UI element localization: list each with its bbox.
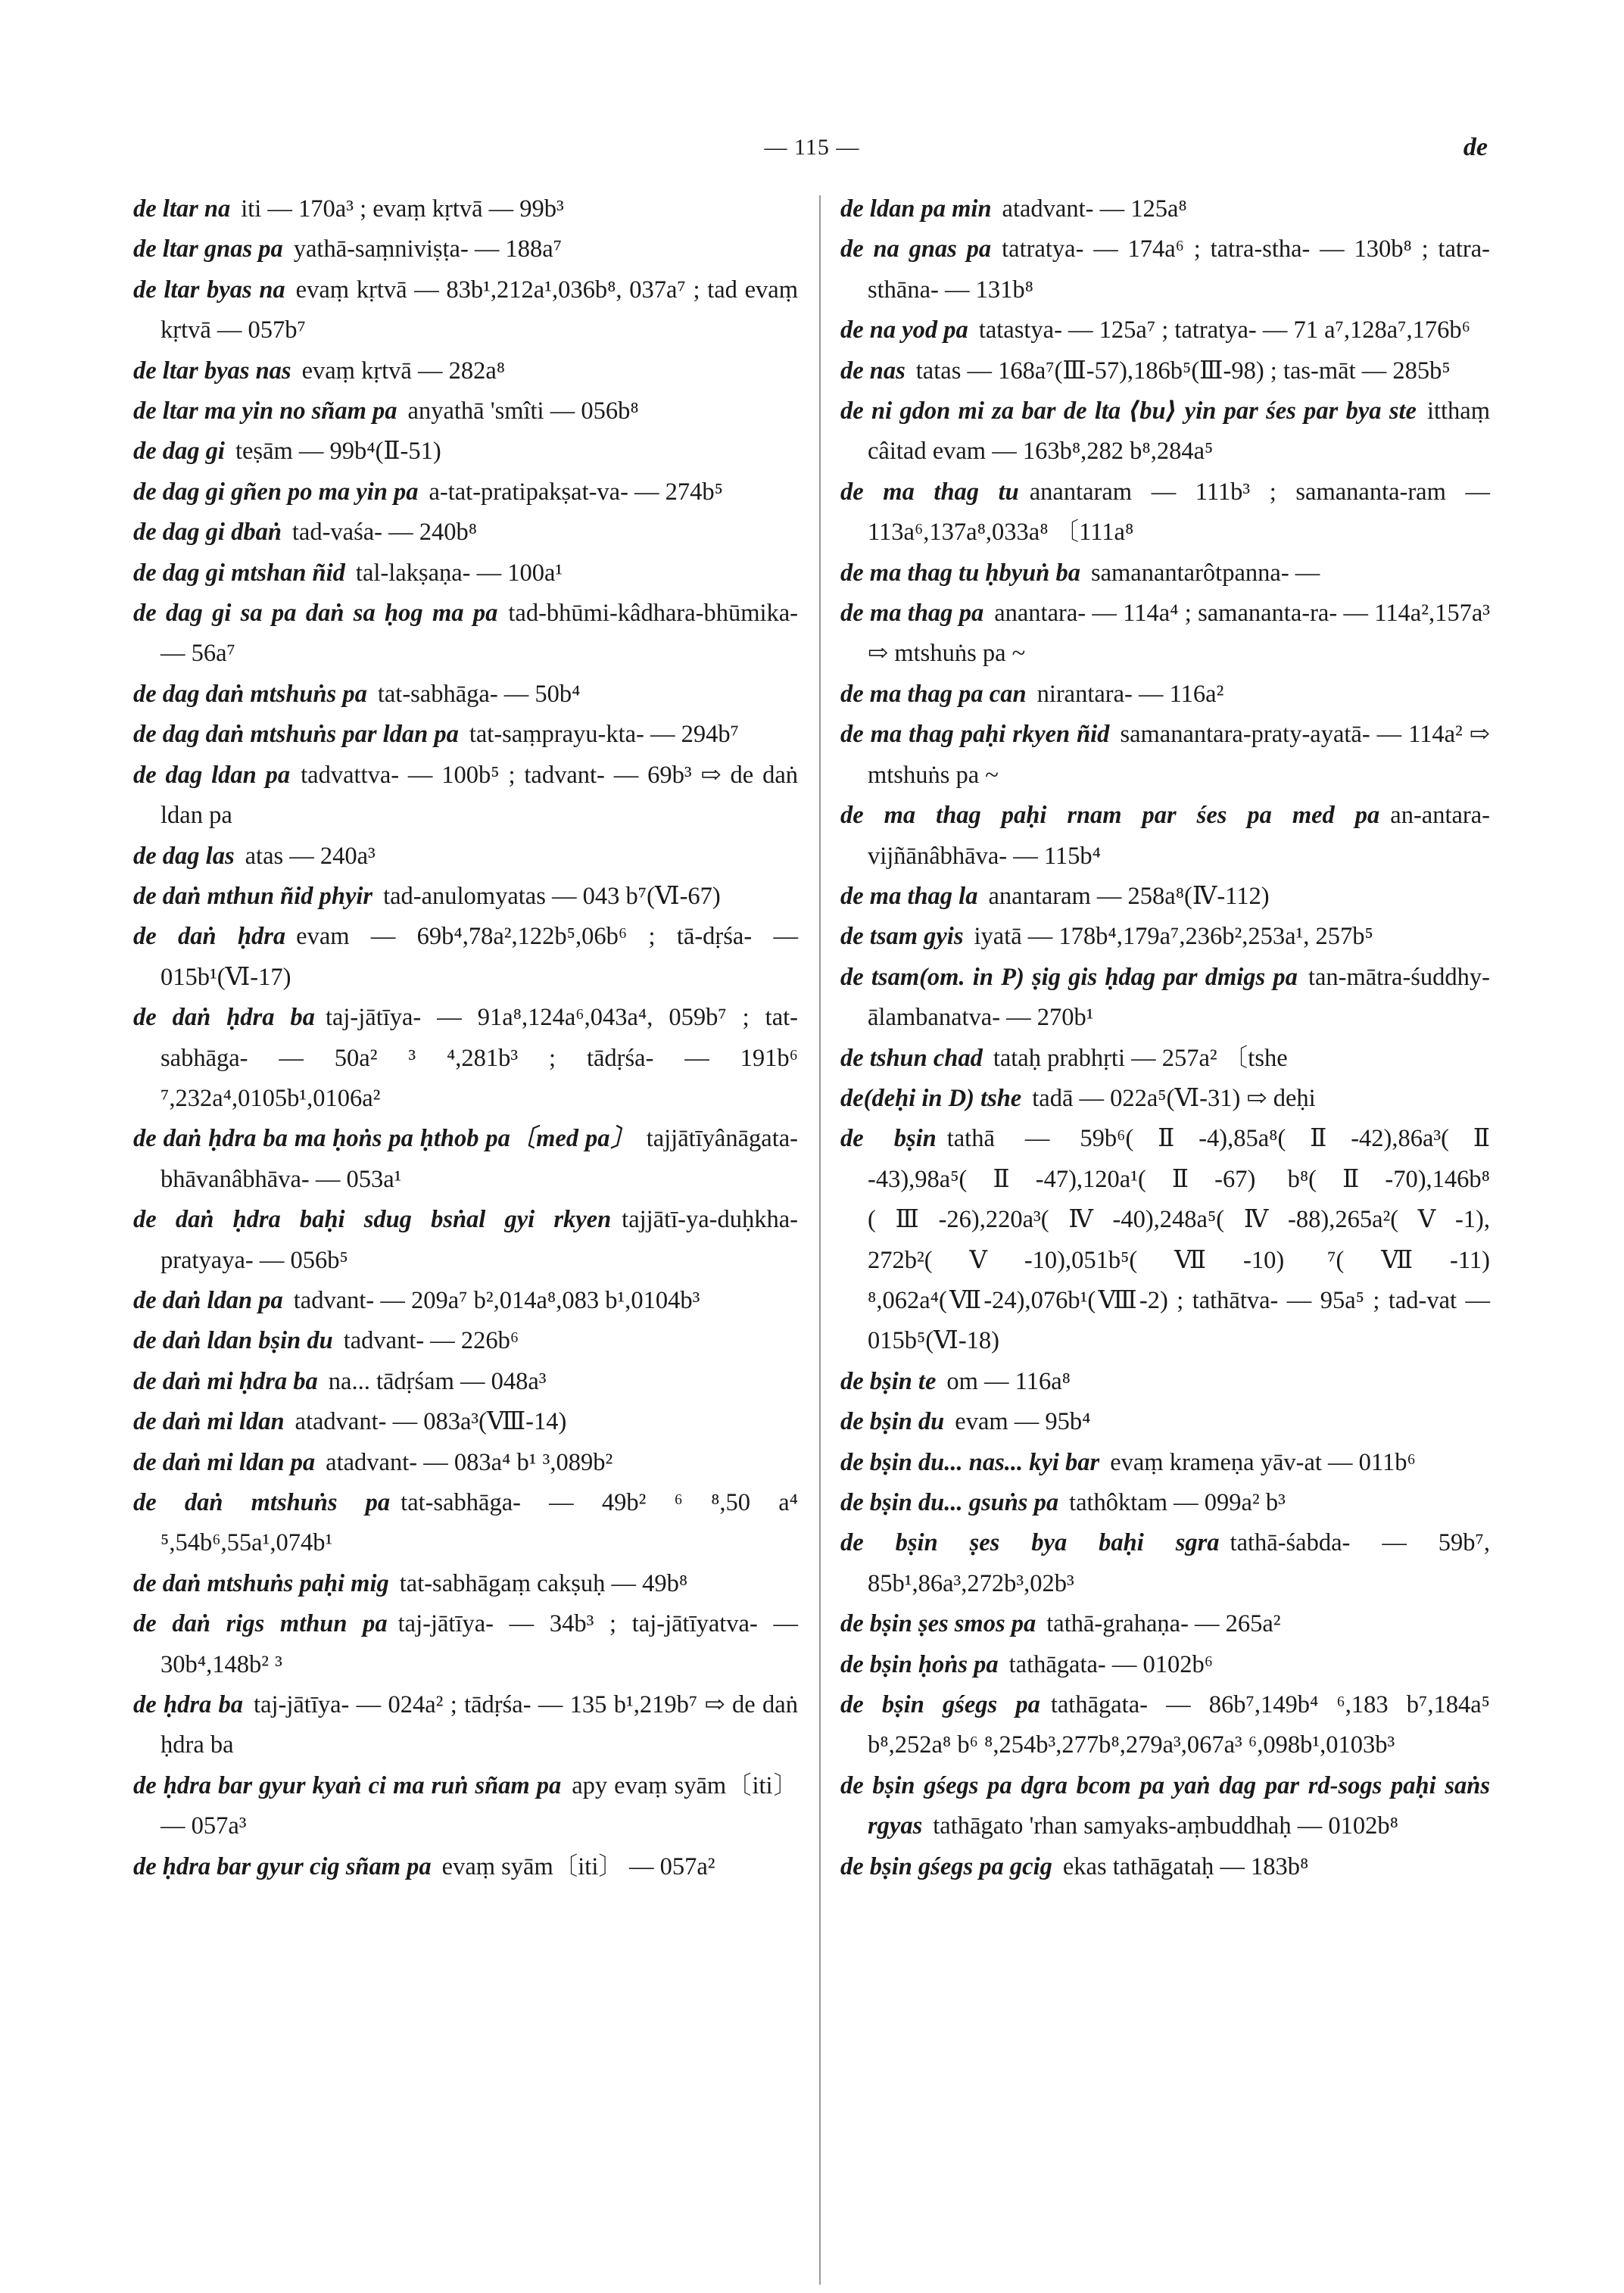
entry-equivalents: evaṃ kṛtvā — 282a⁸ bbox=[301, 357, 506, 385]
dictionary-entry bbox=[840, 189, 1490, 229]
entry-equivalents: taj-jātīya- — 34b³ ; taj-jātīyatva- — 30b⁴,148b² ³ bbox=[161, 1610, 799, 1678]
dictionary-entry bbox=[840, 1847, 1490, 1887]
entry-headword: de daṅ ḥdra baḥi sdug bsṅal gyi rkyen bbox=[133, 1206, 612, 1234]
entry-equivalents: ekas tathāgataḥ — 183b⁸ bbox=[1062, 1852, 1309, 1880]
dictionary-entry bbox=[133, 756, 798, 837]
entry-headword: de bṣin te bbox=[840, 1367, 937, 1395]
entry-headword: de ltar ma yin no sñam pa bbox=[133, 397, 397, 425]
entry-headword: de daṅ ḥdra ba ma ḥoṅs pa ḥthob pa〔med pa〕 bbox=[133, 1125, 636, 1153]
dictionary-entry bbox=[840, 715, 1490, 796]
dictionary-entry bbox=[133, 1402, 798, 1442]
entry-equivalents: taj-jātīya- — 91a⁸,124a⁶,043a⁴, 059b⁷ ; tat-sabhāga- — 50a² ³ ⁴,281b³ ; tādṛśa- — 191b⁶ ⁷,232a⁴,0105b¹,0106a² bbox=[161, 1004, 798, 1112]
entry-equivalents: tatastya- — 125a⁷ ; tatratya- — 71 a⁷,128a⁷,176b⁶ bbox=[978, 316, 1470, 344]
entry-equivalents: teṣām — 99b⁴(Ⅱ-51) bbox=[235, 438, 441, 466]
entry-headword: de ltar byas nas bbox=[133, 357, 291, 385]
dictionary-entry bbox=[840, 1645, 1490, 1685]
entry-headword: de ma thag pa can bbox=[840, 680, 1027, 708]
entry-equivalents: an-antara-vijñānâbhāva- — 115b⁴ bbox=[868, 802, 1490, 870]
entry-equivalents: tathāgata- — 86b⁷,149b⁴ ⁶,183 b⁷,184a⁵ b⁸,252a⁸ b⁶ ⁸,254b³,277b⁸,279a³,067a³ ⁶,098b¹,0103b³ bbox=[868, 1691, 1490, 1759]
entry-equivalents: tadvattva- — 100b⁵ ; tadvant- — 69b³ ⇨ de daṅ ldan pa bbox=[161, 761, 798, 830]
entry-equivalents: tatratya- — 174a⁶ ; tatra-stha- — 130b⁸ ; tatra-sthāna- — 131b⁸ bbox=[868, 235, 1490, 304]
entry-equivalents: tad-vaśa- — 240b⁸ bbox=[291, 519, 478, 547]
dictionary-entry bbox=[840, 1119, 1490, 1361]
dictionary-entry bbox=[133, 270, 798, 351]
entry-headword: de daṅ mtshuṅs paḥi mig bbox=[133, 1569, 389, 1597]
entry-headword: de bṣin du bbox=[840, 1408, 945, 1436]
entry-equivalents: atas — 240a³ bbox=[245, 842, 376, 870]
dictionary-entry bbox=[133, 189, 798, 229]
dictionary-entry bbox=[840, 553, 1490, 594]
entry-equivalents: evaṃ kṛtvā — 83b¹,212a¹,036b⁸, 037a⁷ ; tad evaṃ kṛtvā — 057b⁷ bbox=[161, 276, 798, 344]
entry-headword: de daṅ mtshuṅs pa bbox=[133, 1489, 391, 1516]
entry-headword: de ma thag tu ḥbyuṅ ba bbox=[840, 559, 1080, 587]
dictionary-entry bbox=[133, 877, 798, 917]
entry-equivalents: anantaram — 111b³ ; samananta-ram — 113a⁶,137a⁸,033a⁸ 〔111a⁸ bbox=[868, 478, 1490, 547]
entry-headword: de daṅ mi ḥdra ba bbox=[133, 1367, 318, 1395]
entry-headword: de(deḥi in D) tshe bbox=[840, 1084, 1022, 1112]
dictionary-entry bbox=[840, 877, 1490, 917]
entry-equivalents: na... tādṛśam — 048a³ bbox=[328, 1367, 547, 1395]
dictionary-entry bbox=[133, 1119, 798, 1200]
entry-equivalents: atadvant- — 083a⁴ b¹ ³,089b² bbox=[326, 1448, 613, 1476]
entry-equivalents: evam — 69b⁴,78a²,122b⁵,06b⁶ ; tā-dṛśa- — 015b¹(Ⅵ-17) bbox=[161, 923, 798, 991]
running-head: de bbox=[1463, 133, 1488, 161]
entry-equivalents: iti — 170a³ ; evaṃ kṛtvā — 99b³ bbox=[241, 195, 564, 223]
entry-equivalents: tathāgato 'rhan samyaks-aṃbuddhaḥ — 0102b⁸ bbox=[933, 1812, 1398, 1840]
entry-equivalents: tat-sabhāga- — 50b⁴ bbox=[377, 680, 581, 708]
entry-headword: de bṣin gśegs pa bbox=[840, 1691, 1040, 1719]
entry-equivalents: tadvant- — 226b⁶ bbox=[343, 1327, 519, 1355]
dictionary-entry bbox=[840, 1079, 1490, 1119]
entry-headword: de bṣin du... nas... kyi bar bbox=[840, 1448, 1100, 1476]
entry-headword: de daṅ ḥdra bbox=[133, 923, 286, 951]
entry-headword: de dag gi mtshan ñid bbox=[133, 559, 345, 587]
dictionary-entry bbox=[133, 715, 798, 755]
entry-headword: de ḥdra ba bbox=[133, 1691, 244, 1719]
entry-equivalents: a-tat-pratipakṣat-va- — 274b⁵ bbox=[429, 478, 724, 506]
entry-headword: de daṅ rigs mthun pa bbox=[133, 1610, 388, 1638]
entry-headword: de ma thag pa bbox=[840, 600, 984, 628]
entry-equivalents: tathā — 59b⁶(Ⅱ-4),85a⁸(Ⅱ-42),86a³(Ⅱ -43),98a⁵(Ⅱ-47),120a¹(Ⅱ-67) b⁸(Ⅱ-70),146b⁸ (Ⅲ-26),220a³(Ⅳ-40),248a⁵(Ⅳ-88),265a²(Ⅴ-1), 272b²(Ⅴ-10),051b⁵(Ⅶ-10) ⁷(Ⅶ-11) ⁸,062a⁴(Ⅶ-24),076b¹(Ⅷ-2) ; tathātva- — 95a⁵ ; tad-vat — 015b⁵(Ⅵ-18) bbox=[868, 1125, 1490, 1355]
dictionary-entry bbox=[840, 958, 1490, 1039]
entry-equivalents: evaṃ syām〔iti〕 — 057a² bbox=[441, 1852, 715, 1880]
entry-headword: de na yod pa bbox=[840, 316, 968, 344]
entry-equivalents: tadā — 022a⁵(Ⅵ-31) ⇨ deḥi bbox=[1032, 1084, 1316, 1112]
entry-equivalents: evam — 95b⁴ bbox=[955, 1408, 1091, 1436]
entry-headword: de tsam(om. in P) ṣig gis ḥdag par dmigs pa bbox=[840, 963, 1298, 991]
entry-equivalents: atadvant- — 083a³(Ⅷ-14) bbox=[295, 1408, 567, 1436]
dictionary-entry bbox=[840, 1483, 1490, 1523]
entry-headword: de daṅ ldan pa bbox=[133, 1286, 283, 1314]
entry-equivalents: tat-saṃprayu-kta- — 294b⁷ bbox=[469, 721, 739, 749]
entry-equivalents: apy evaṃ syām〔iti〕 — 057a³ bbox=[161, 1771, 798, 1840]
entry-equivalents: itthaṃ câitad evam — 163b⁸,282 b⁸,284a⁵ bbox=[868, 397, 1490, 466]
right-column bbox=[840, 189, 1490, 1887]
entry-headword: de bṣin ṣes bya baḥi sgra bbox=[840, 1529, 1220, 1557]
entry-headword: de dag ldan pa bbox=[133, 761, 291, 789]
entry-headword: de ḥdra bar gyur kyaṅ ci ma ruṅ sñam pa bbox=[133, 1771, 562, 1799]
dictionary-entry bbox=[133, 431, 798, 472]
entry-equivalents: evaṃ krameṇa yāv-at — 011b⁶ bbox=[1110, 1448, 1416, 1476]
dictionary-entry bbox=[133, 1766, 798, 1847]
page-number: — 115 — bbox=[764, 135, 860, 160]
entry-headword: de tsam gyis bbox=[840, 923, 964, 951]
entry-headword: de bṣin bbox=[840, 1125, 937, 1153]
entry-equivalents: tajjātīyânāgata-bhāvanâbhāva- — 053a¹ bbox=[161, 1125, 798, 1193]
dictionary-entry bbox=[133, 917, 798, 998]
entry-headword: de na gnas pa bbox=[840, 235, 992, 263]
entry-headword: de daṅ mthun ñid phyir bbox=[133, 882, 373, 910]
dictionary-entry bbox=[133, 512, 798, 553]
entry-headword: de daṅ mi ldan bbox=[133, 1408, 285, 1436]
entry-equivalents: anantaram — 258a⁸(Ⅳ-112) bbox=[988, 882, 1270, 910]
dictionary-entry bbox=[840, 351, 1490, 391]
entry-equivalents: samanantara-praty-ayatā- — 114a² ⇨ mtshuṅs pa ~ bbox=[868, 721, 1490, 789]
dictionary-entry bbox=[133, 1200, 798, 1281]
entry-equivalents: om — 116a⁸ bbox=[946, 1367, 1071, 1395]
entry-headword: de daṅ ldan bṣin du bbox=[133, 1327, 333, 1355]
dictionary-entry bbox=[840, 594, 1490, 675]
entry-headword: de ltar gnas pa bbox=[133, 235, 283, 263]
dictionary-entry bbox=[133, 675, 798, 715]
dictionary-entry bbox=[840, 229, 1490, 310]
entry-headword: de ma thag tu bbox=[840, 478, 1019, 506]
entry-headword: de tshun chad bbox=[840, 1044, 983, 1072]
entry-headword: de dag las bbox=[133, 842, 235, 870]
dictionary-entry bbox=[133, 1685, 798, 1766]
entry-headword: de daṅ mi ldan pa bbox=[133, 1448, 316, 1476]
dictionary-entry bbox=[840, 1604, 1490, 1644]
entry-equivalents: anyathā 'smîti — 056b⁸ bbox=[407, 397, 639, 425]
entry-headword: de ma thag paḥi rnam par śes pa med pa bbox=[840, 802, 1380, 830]
entry-equivalents: tad-bhūmi-kâdhara-bhūmika- — 56a⁷ bbox=[161, 600, 798, 668]
dictionary-entry bbox=[133, 553, 798, 594]
entry-equivalents: iyatā — 178b⁴,179a⁷,236b²,253a¹, 257b⁵ bbox=[974, 923, 1373, 951]
dictionary-entry bbox=[840, 1443, 1490, 1483]
entry-equivalents: nirantara- — 116a² bbox=[1036, 680, 1224, 708]
dictionary-entry bbox=[840, 1039, 1490, 1079]
dictionary-entry bbox=[840, 1362, 1490, 1402]
dictionary-entry bbox=[840, 796, 1490, 877]
column-divider bbox=[819, 195, 821, 2285]
dictionary-entry bbox=[133, 998, 798, 1119]
dictionary-entry bbox=[133, 229, 798, 269]
entry-headword: de ni gdon mi za bar de lta ⟨bu⟩ yin par śes par bya ste bbox=[840, 397, 1417, 425]
entry-headword: de ma thag paḥi rkyen ñid bbox=[840, 721, 1110, 749]
entry-equivalents: tat-sabhāgaṃ cakṣuḥ — 49b⁸ bbox=[399, 1569, 688, 1597]
entry-equivalents: tadvant- — 209a⁷ b²,014a⁸,083 b¹,0104b³ bbox=[293, 1286, 700, 1314]
dictionary-entry bbox=[133, 1321, 798, 1361]
entry-equivalents: tathôktam — 099a² b³ bbox=[1069, 1489, 1286, 1516]
dictionary-entry bbox=[133, 1443, 798, 1483]
entry-equivalents: taj-jātīya- — 024a² ; tādṛśa- — 135 b¹,219b⁷ ⇨ de daṅ ḥdra ba bbox=[161, 1691, 798, 1759]
dictionary-entry bbox=[133, 351, 798, 391]
dictionary-entry bbox=[133, 1362, 798, 1402]
entry-headword: de dag daṅ mtshuṅs par ldan pa bbox=[133, 721, 459, 749]
dictionary-entry bbox=[840, 472, 1490, 553]
entry-headword: de ma thag la bbox=[840, 882, 978, 910]
entry-headword: de dag gi dbaṅ bbox=[133, 519, 282, 547]
entry-headword: de bṣin du... gsuṅs pa bbox=[840, 1489, 1059, 1516]
entry-headword: de ldan pa min bbox=[840, 195, 992, 223]
dictionary-entry bbox=[133, 391, 798, 431]
entry-equivalents: samanantarôtpanna- — bbox=[1090, 559, 1320, 587]
entry-equivalents: tajjātī-ya-duḥkha-pratyaya- — 056b⁵ bbox=[161, 1206, 798, 1274]
entry-equivalents: tad-anulomyatas — 043 b⁷(Ⅵ-67) bbox=[383, 882, 721, 910]
dictionary-entry bbox=[133, 1483, 798, 1564]
dictionary-entry bbox=[133, 837, 798, 877]
entry-headword: de dag daṅ mtshuṅs pa bbox=[133, 680, 367, 708]
entry-headword: de bṣin ḥoṅs pa bbox=[840, 1650, 999, 1678]
entry-headword: de bṣin ṣes smos pa bbox=[840, 1610, 1036, 1638]
dictionary-entry bbox=[840, 1766, 1490, 1847]
entry-equivalents: tat-sabhāga- — 49b² ⁶ ⁸,50 a⁴ ⁵,54b⁶,55a¹,074b¹ bbox=[161, 1489, 798, 1557]
entry-equivalents: atadvant- — 125a⁸ bbox=[1002, 195, 1187, 223]
entry-headword: de ltar byas na bbox=[133, 276, 285, 304]
entry-equivalents: yathā-saṃniviṣṭa- — 188a⁷ bbox=[293, 235, 563, 263]
entry-headword: de daṅ ḥdra ba bbox=[133, 1004, 315, 1032]
entry-equivalents: tataḥ prabhṛti — 257a² 〔tshe bbox=[993, 1044, 1288, 1072]
dictionary-entry bbox=[840, 391, 1490, 472]
entry-equivalents: anantara- — 114a⁴ ; samananta-ra- — 114a²,157a³ ⇨ mtshuṅs pa ~ bbox=[868, 600, 1490, 668]
dictionary-entry bbox=[133, 1564, 798, 1604]
left-column bbox=[133, 189, 798, 1887]
entry-headword: de bṣin gśegs pa gcig bbox=[840, 1852, 1052, 1880]
entry-equivalents: tathāgata- — 0102b⁶ bbox=[1008, 1650, 1214, 1678]
dictionary-entry bbox=[840, 310, 1490, 350]
entry-equivalents: tatas — 168a⁷(Ⅲ-57),186b⁵(Ⅲ-98) ; tas-māt — 285b⁵ bbox=[915, 357, 1451, 385]
dictionary-entry bbox=[133, 472, 798, 512]
dictionary-entry bbox=[840, 1523, 1490, 1604]
entry-headword: de dag gi bbox=[133, 438, 225, 466]
entry-equivalents: tathā-śabda- — 59b⁷, 85b¹,86a³,272b³,02b³ bbox=[868, 1529, 1490, 1597]
dictionary-entry bbox=[133, 1604, 798, 1685]
entry-headword: de ḥdra bar gyur cig sñam pa bbox=[133, 1852, 432, 1880]
dictionary-entry bbox=[133, 594, 798, 675]
dictionary-entry bbox=[840, 675, 1490, 715]
dictionary-entry bbox=[840, 1402, 1490, 1442]
entry-headword: de dag gi sa pa daṅ sa ḥog ma pa bbox=[133, 600, 498, 628]
entry-headword: de ltar na bbox=[133, 195, 231, 223]
dictionary-entry bbox=[133, 1847, 798, 1887]
dictionary-entry bbox=[133, 1281, 798, 1321]
dictionary-entry bbox=[840, 917, 1490, 957]
entry-equivalents: tathā-grahaṇa- — 265a² bbox=[1046, 1610, 1281, 1638]
entry-equivalents: tal-lakṣaṇa- — 100a¹ bbox=[355, 559, 563, 587]
entry-equivalents: tan-mātra-śuddhy-ālambanatva- — 270b¹ bbox=[868, 963, 1490, 1032]
entry-headword: de bṣin gśegs pa dgra bcom pa yaṅ dag par rd-sogs paḥi saṅs rgyas bbox=[840, 1771, 1490, 1840]
dictionary-entry bbox=[840, 1685, 1490, 1766]
entry-headword: de nas bbox=[840, 357, 906, 385]
entry-headword: de dag gi gñen po ma yin pa bbox=[133, 478, 419, 506]
